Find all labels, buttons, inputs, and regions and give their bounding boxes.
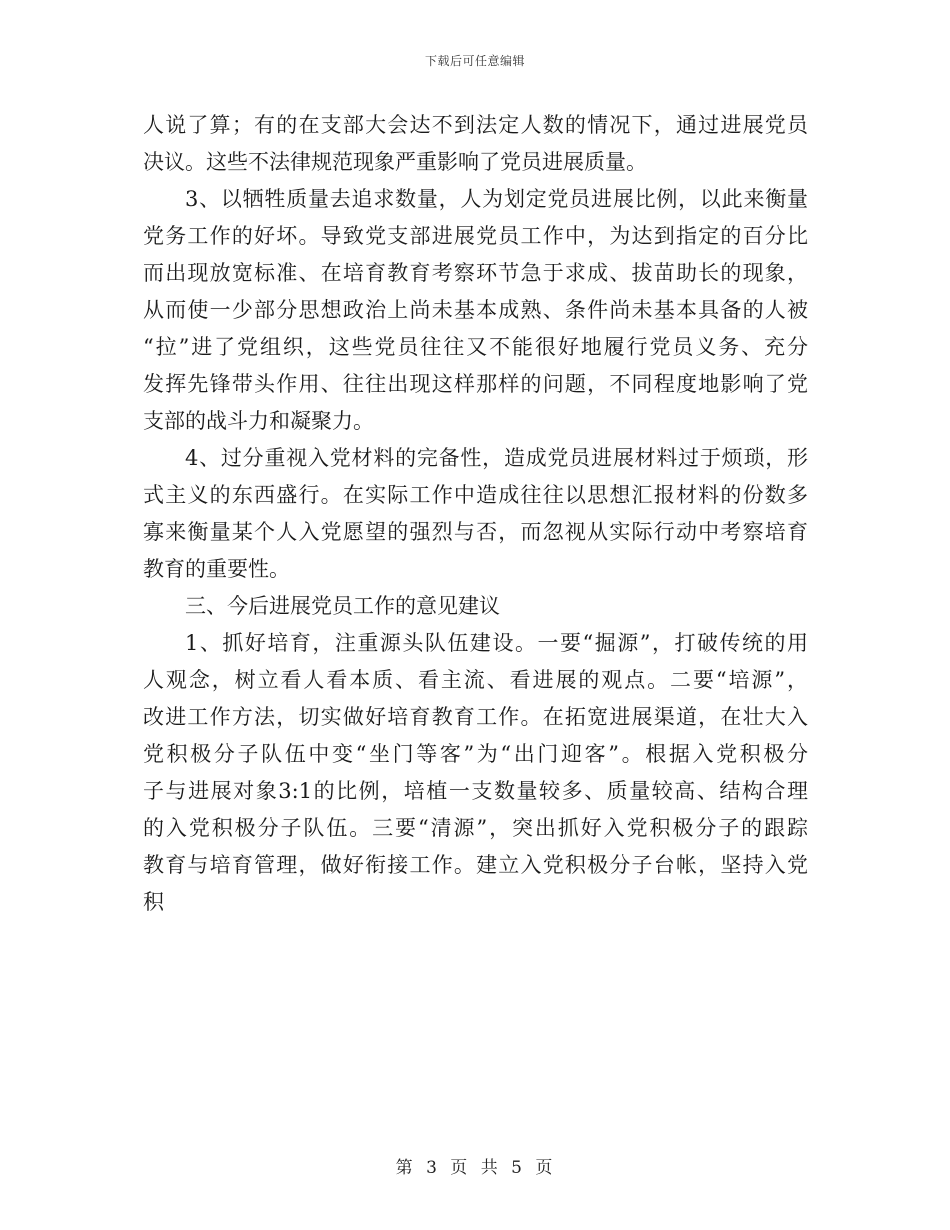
text-line: 人观念，树立看人看本质、看主流、看进展的观点。二要“培源”，: [143, 668, 808, 692]
text-line: 人说了算；有的在支部大会达不到法定人数的情况下，通过进展党员: [143, 113, 808, 137]
section-heading: 三、今后进展党员工作的意见建议: [185, 594, 500, 618]
text-line: 决议。这些不法律规范现象严重影响了党员进展质量。: [143, 150, 647, 174]
text-line: 积: [143, 890, 164, 914]
text-line: 发挥先锋带头作用、往往出现这样那样的问题，不同程度地影响了党: [143, 372, 808, 396]
document-body: [143, 107, 808, 921]
text-line: 教育的重要性。: [143, 557, 290, 581]
text-line: 子与进展对象3:1的比例，培植一支数量较多、质量较高、结构合理: [143, 779, 808, 803]
paragraph-first-line: 4、过分重视入党材料的完备性，造成党员进展材料过于烦琐，形: [185, 446, 808, 470]
text-line: 从而使一少部分思想政治上尚未基本成熟、条件尚未基本具备的人被: [143, 298, 808, 322]
paragraph-first-line: 1、抓好培育，注重源头队伍建设。一要“掘源”，打破传统的用: [185, 631, 808, 655]
text-line: 的入党积极分子队伍。三要“清源”，突出抓好入党积极分子的跟踪: [143, 816, 808, 840]
text-line: 党务工作的好坏。导致党支部进展党员工作中，为达到指定的百分比: [143, 224, 808, 248]
page-number: 第 3 页 共 5 页: [395, 1158, 555, 1178]
text-line: 教育与培育管理，做好衔接工作。建立入党积极分子台帐，坚持入党: [143, 853, 808, 877]
paragraph-first-line: 3、以牺牲质量去追求数量，人为划定党员进展比例，以此来衡量: [185, 187, 808, 211]
text-line: 寡来衡量某个人入党愿望的强烈与否，而忽视从实际行动中考察培育: [143, 520, 808, 544]
text-line: “拉”进了党组织，这些党员往往又不能很好地履行党员义务、充分: [143, 335, 808, 359]
text-line: 支部的战斗力和凝聚力。: [143, 409, 374, 433]
page-header: 下载后可任意编辑: [424, 54, 525, 68]
text-line: 而出现放宽标准、在培育教育考察环节急于求成、拔苗助长的现象，: [143, 261, 808, 285]
text-line: 式主义的东西盛行。在实际工作中造成往往以思想汇报材料的份数多: [143, 483, 808, 507]
text-line: 改进工作方法，切实做好培育教育工作。在拓宽进展渠道，在壮大入: [143, 705, 808, 729]
text-line: 党积极分子队伍中变“坐门等客”为“出门迎客”。根据入党积极分: [143, 742, 808, 766]
